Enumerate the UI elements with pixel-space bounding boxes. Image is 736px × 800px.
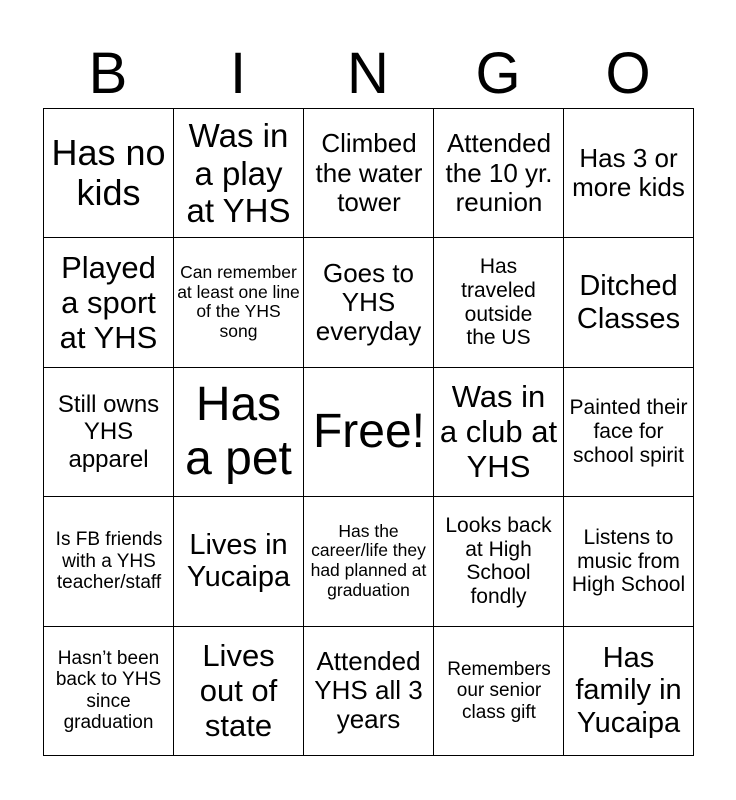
square-text: Attended YHS all 3 years [314, 645, 423, 735]
square-text: Lives in Yucaipa [186, 528, 291, 594]
square-text: Played a sport at YHS [59, 250, 158, 356]
bingo-square[interactable] [174, 497, 304, 626]
square-text: Looks back at High School fondly [445, 513, 552, 609]
header-letter-b: B [88, 41, 128, 106]
square-text: Has no kids [51, 131, 166, 214]
square-text: Hasn’t been back to YHS since graduation [55, 647, 162, 734]
bingo-square[interactable] [44, 238, 174, 367]
bingo-row [44, 109, 694, 238]
square-text: Is FB friends with a YHS teacher/staff [55, 529, 163, 594]
bingo-square[interactable] [44, 109, 174, 238]
bingo-square[interactable] [434, 367, 564, 496]
bingo-square[interactable] [434, 238, 564, 367]
square-text: Has family in Yucaipa [575, 641, 682, 740]
bingo-square[interactable] [434, 497, 564, 626]
square-text: Has the career/life they had planned at graduation [310, 520, 427, 601]
square-text: Was in a play at YHS [186, 117, 291, 229]
bingo-row [44, 367, 694, 496]
square-text: Remembers our senior class gift [447, 658, 551, 723]
bingo-square[interactable] [564, 367, 694, 496]
square-text: Has 3 or more kids [572, 142, 685, 203]
bingo-square[interactable] [564, 109, 694, 238]
bingo-square[interactable] [174, 626, 304, 755]
bingo-square[interactable] [44, 367, 174, 496]
bingo-square[interactable] [564, 626, 694, 755]
bingo-square[interactable] [434, 626, 564, 755]
bingo-square[interactable] [304, 497, 434, 626]
bingo-square[interactable] [304, 626, 434, 755]
bingo-square[interactable] [304, 238, 434, 367]
square-text: Climbed the water tower [315, 128, 423, 217]
header-letter-o: O [605, 41, 651, 106]
square-text: Attended the 10 yr. reunion [445, 128, 553, 217]
bingo-row [44, 238, 694, 367]
square-text: Ditched Classes [576, 269, 681, 335]
bingo-header [43, 40, 693, 108]
bingo-square[interactable] [304, 109, 434, 238]
bingo-grid [43, 108, 694, 756]
bingo-square[interactable] [44, 497, 174, 626]
bingo-square[interactable] [44, 626, 174, 755]
bingo-square[interactable] [564, 238, 694, 367]
bingo-square[interactable] [174, 367, 304, 496]
square-text: Was in a club at YHS [439, 379, 558, 485]
bingo-row [44, 497, 694, 626]
square-text: Goes to YHS everyday [315, 257, 422, 347]
header-letter-i: I [229, 41, 247, 106]
bingo-square[interactable] [564, 497, 694, 626]
bingo-row [44, 626, 694, 755]
header-letter-g: G [475, 41, 521, 106]
bingo-square[interactable] [304, 367, 434, 496]
square-text: Lives out of state [199, 638, 278, 744]
square-text: Has a pet [185, 377, 292, 485]
square-text: Still owns YHS apparel [57, 391, 160, 473]
bingo-square[interactable] [174, 238, 304, 367]
square-text: Has traveled outside the US [461, 255, 536, 350]
header-letter-n: N [347, 41, 389, 106]
bingo-square[interactable] [434, 109, 564, 238]
bingo-square[interactable] [174, 109, 304, 238]
square-text: Free! [312, 404, 426, 458]
square-text: Can remember at least one line of the YHS song [177, 261, 300, 342]
square-text: Listens to music from High School [571, 525, 686, 597]
square-text: Painted their face for school spirit [569, 396, 688, 467]
